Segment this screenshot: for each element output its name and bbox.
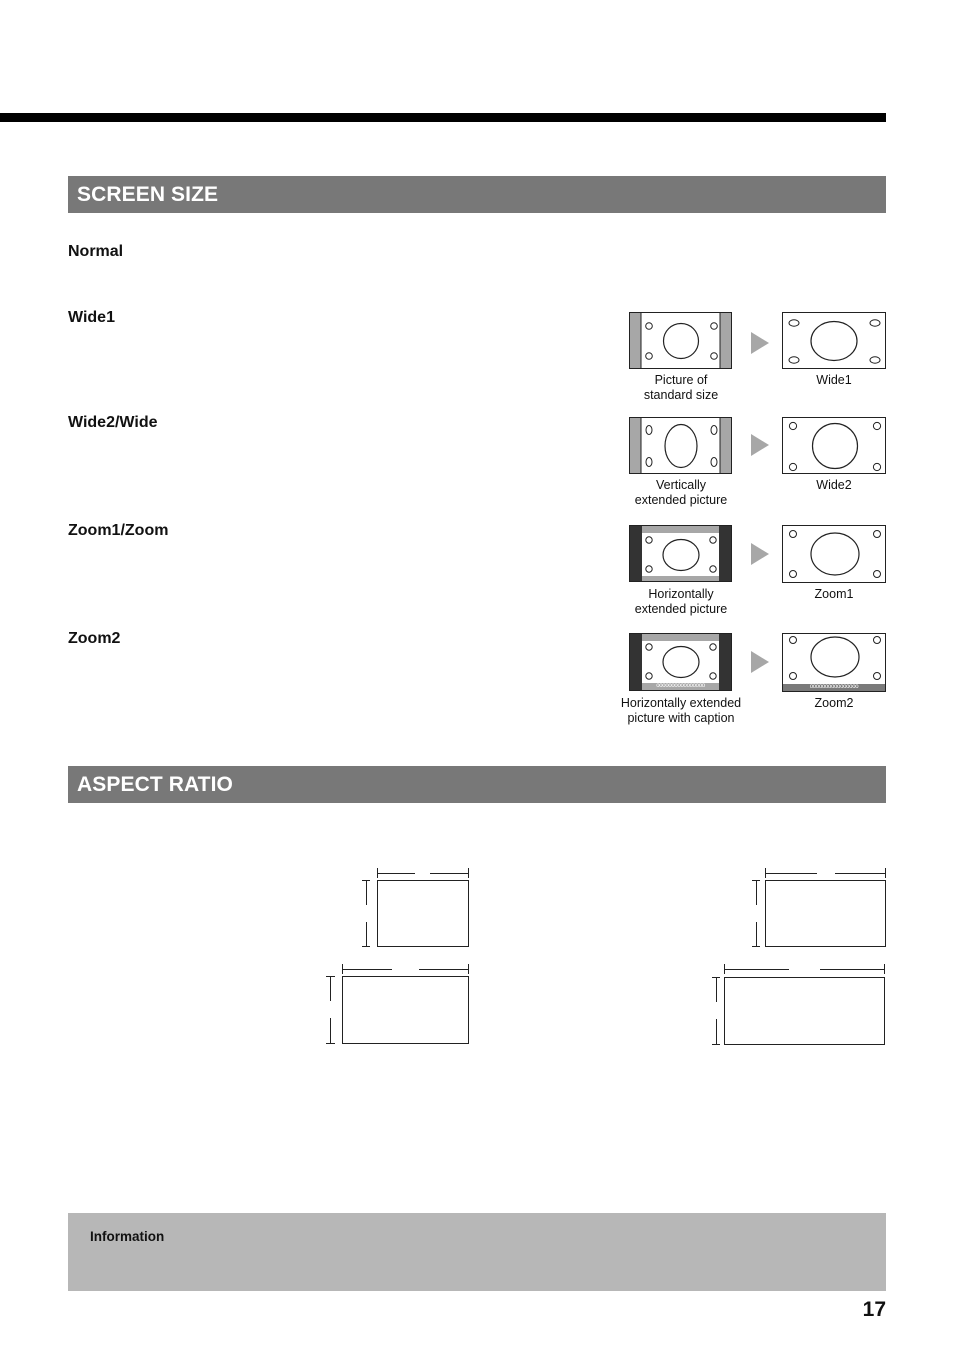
arrow-right-icon <box>751 332 769 354</box>
screen-zoom1 <box>782 525 886 583</box>
caption-line: Wide2 <box>816 478 852 492</box>
caption-dots: oooooooooooooooo <box>656 683 705 689</box>
aspect-diagram-2 <box>326 964 469 1044</box>
caption-vertically-extended <box>605 478 757 507</box>
arrow-right-icon <box>751 434 769 456</box>
standard-picture-icon <box>630 313 731 368</box>
caption-line: standard size <box>643 387 719 402</box>
aspect-box-2 <box>343 977 469 1044</box>
arrow-right-icon <box>751 651 769 673</box>
vertically-extended-picture-icon <box>630 418 731 473</box>
caption-zoom2 <box>782 696 886 711</box>
information-box <box>68 1213 886 1291</box>
zoom1-picture-icon <box>783 526 885 582</box>
caption-line: extended picture <box>634 601 728 616</box>
wide1-picture-icon <box>783 313 885 368</box>
caption-zoom1 <box>782 587 886 602</box>
caption-line: extended picture <box>634 492 728 507</box>
aspect-box-1 <box>378 881 469 947</box>
captioned-picture-icon <box>630 634 731 690</box>
wide2-picture-icon <box>783 418 885 473</box>
caption-wide2 <box>782 478 886 493</box>
screen-vertically-extended <box>629 417 732 474</box>
aspect-box-4 <box>725 978 885 1045</box>
caption-line: Zoom1 <box>814 587 854 601</box>
arrow-right-icon <box>751 543 769 565</box>
caption-line: Zoom2 <box>814 696 854 710</box>
caption-line: Horizontally <box>648 587 714 601</box>
screen-wide1 <box>782 312 886 369</box>
zoom2-picture-icon <box>783 634 885 691</box>
aspect-ratio-diagrams <box>0 860 954 1060</box>
caption-standard-size <box>605 373 757 402</box>
mode-label-zoom1: Zoom1/Zoom <box>68 522 169 539</box>
aspect-box-3 <box>766 881 886 947</box>
caption-line: Picture of <box>654 373 708 387</box>
aspect-diagram-3 <box>752 868 886 947</box>
screen-horizontally-extended-caption <box>629 633 732 691</box>
top-rule <box>0 113 886 122</box>
caption-dots: oooooooooooooooo <box>809 684 859 690</box>
caption-line: picture with caption <box>627 710 735 725</box>
caption-line: Wide1 <box>816 373 852 387</box>
caption-line: Vertically <box>655 478 707 492</box>
information-label: Information <box>90 1229 165 1244</box>
caption-line: Horizontally extended <box>620 696 742 710</box>
screen-wide2 <box>782 417 886 474</box>
screen-horizontally-extended <box>629 525 732 582</box>
horizontally-extended-picture-icon <box>630 526 731 582</box>
mode-label-wide1: Wide1 <box>68 309 115 326</box>
aspect-diagram-4 <box>712 964 885 1045</box>
mode-label-normal: Normal <box>68 243 124 260</box>
caption-wide1 <box>782 373 886 388</box>
aspect-diagram-1 <box>362 868 469 947</box>
caption-horizontally-extended-caption <box>605 696 757 725</box>
caption-horizontally-extended <box>605 587 757 616</box>
mode-label-wide2: Wide2/Wide <box>68 414 158 431</box>
section-title-screen-size: SCREEN SIZE <box>68 176 886 213</box>
page-number: 17 <box>862 1298 886 1321</box>
section-title-aspect-ratio: ASPECT RATIO <box>68 766 886 803</box>
mode-label-zoom2: Zoom2 <box>68 630 121 647</box>
screen-standard-size <box>629 312 732 369</box>
screen-zoom2 <box>782 633 886 692</box>
